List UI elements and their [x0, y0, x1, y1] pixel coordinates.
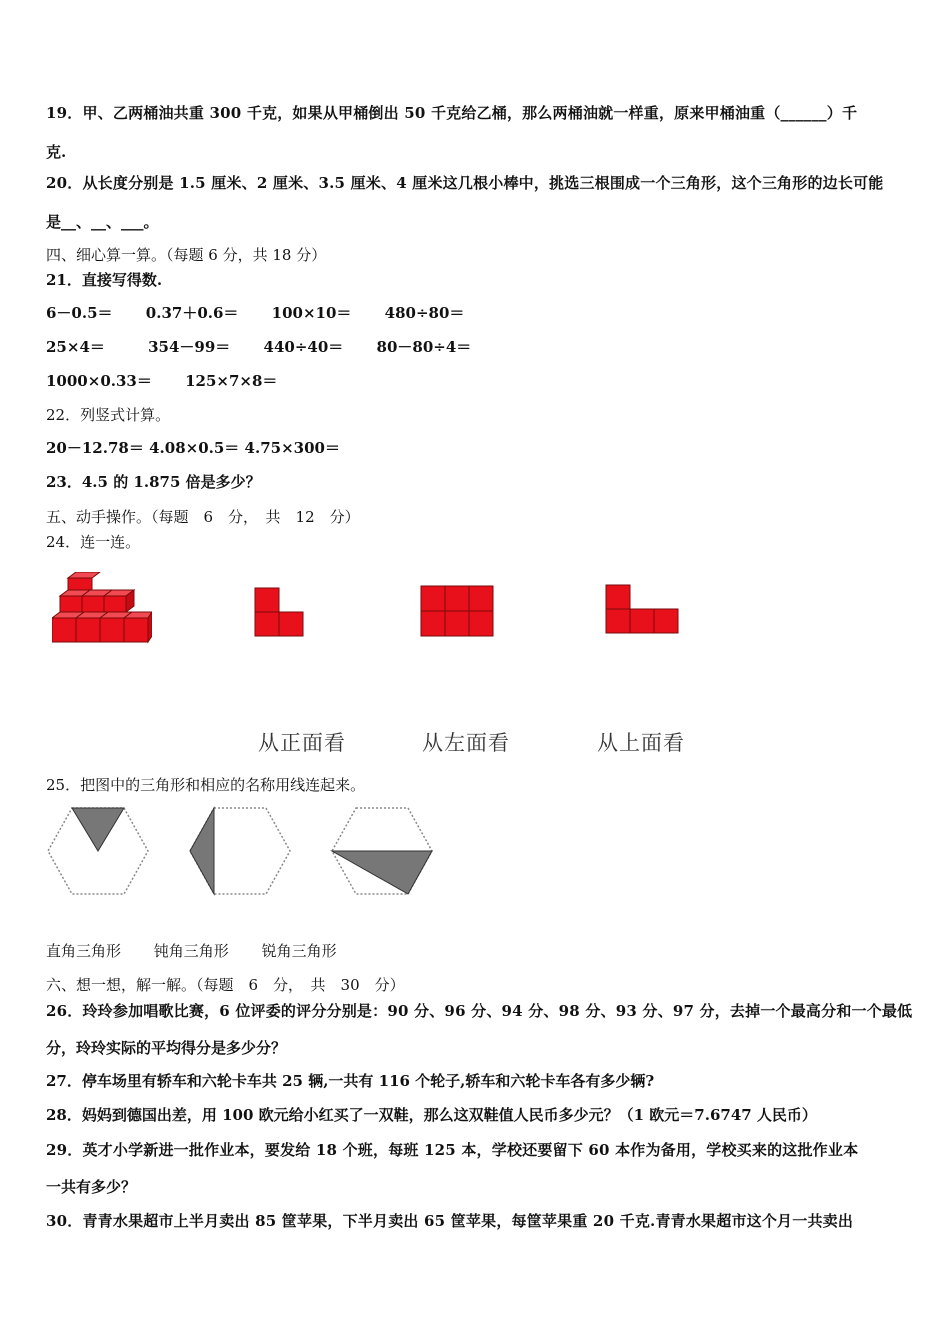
triangle-name-acute: 锐角三角形	[261, 942, 337, 960]
q21-item: 480÷80＝	[384, 304, 465, 322]
q22-title: 22．列竖式计算。	[46, 406, 171, 424]
q22-item: 4.75×300＝	[244, 439, 340, 457]
view-shape-rect	[420, 585, 496, 639]
q21-title: 21．直接写得数.	[46, 271, 163, 289]
view-label-left: 从左面看	[422, 731, 510, 755]
triangle-name-obtuse: 钝角三角形	[153, 942, 229, 960]
q21-item: 25×4＝	[46, 338, 105, 356]
q21-row3	[46, 371, 277, 391]
q29-line1: 29．英才小学新进一批作业本，要发给 18 个班，每班 125 本，学校还要留下 60 本作为备用，学校买来的这批作业本	[46, 1141, 859, 1159]
q22-item: 4.08×0.5＝	[149, 439, 240, 457]
q25-title: 25．把图中的三角形和相应的名称用线连起来。	[46, 776, 366, 794]
q21-item: 1000×0.33＝	[46, 372, 152, 390]
q23: 23．4.5 的 1.875 倍是多少？	[46, 473, 261, 491]
hexagon-figure-1	[46, 806, 150, 896]
q28: 28．妈妈到德国出差，用 100 欧元给小红买了一双鞋，那么这双鞋值人民币多少元？（1 欧元＝7.6747 人民币）	[46, 1106, 817, 1124]
q21-item: 125×7×8＝	[185, 372, 278, 390]
hexagon-figure-2	[188, 806, 292, 896]
q27: 27．停车场里有轿车和六轮卡车共 25 辆,一共有 116 个轮子,轿车和六轮卡车各有多少辆?	[46, 1072, 655, 1090]
section-6-title: 六、想一想，解一解。（每题 6 分， 共 30 分）	[46, 976, 405, 994]
q19-line2: 克.	[46, 143, 67, 161]
q21-item: 354－99＝	[148, 338, 231, 356]
q21-item: 0.37＋0.6＝	[145, 304, 239, 322]
q21-row2	[46, 337, 471, 357]
cube-stack-figure	[52, 572, 152, 646]
q21-item: 440÷40＝	[263, 338, 344, 356]
q26-line1: 26．玲玲参加唱歌比赛，6 位评委的评分分别是：90 分、96 分、94 分、98 分、93 分、97 分，去掉一个最高分和一个最低	[46, 1002, 913, 1020]
q19-line1: 19．甲、乙两桶油共重 300 千克，如果从甲桶倒出 50 千克给乙桶，那么两桶油就一样重，原来甲桶油重（______）千	[46, 104, 858, 122]
q20-line1: 20．从长度分别是 1.5 厘米、2 厘米、3.5 厘米、4 厘米这几根小棒中，挑选三根围成一个三角形，这个三角形的边长可能	[46, 174, 884, 192]
section-5-title: 五、动手操作。（每题 6 分， 共 12 分）	[46, 508, 360, 526]
q21-item: 100×10＝	[271, 304, 352, 322]
view-shape-l	[254, 587, 306, 639]
q25-names	[46, 941, 337, 961]
q29-line2: 一共有多少？	[46, 1178, 137, 1196]
hexagon-figure-3	[330, 806, 434, 896]
q21-row1	[46, 303, 464, 323]
q24-title: 24．连一连。	[46, 533, 141, 551]
q22-item: 20－12.78＝	[46, 439, 144, 457]
q20-line2: 是__、__、___。	[46, 213, 159, 231]
q21-item: 80－80÷4＝	[376, 338, 472, 356]
q30-line1: 30．青青水果超市上半月卖出 85 筐苹果，下半月卖出 65 筐苹果，每筐苹果重 20 千克.青青水果超市这个月一共卖出	[46, 1212, 854, 1230]
q21-item: 6－0.5＝	[46, 304, 113, 322]
q22-row	[46, 438, 340, 458]
section-4-title: 四、细心算一算。（每题 6 分，共 18 分）	[46, 246, 327, 264]
q26-line2: 分，玲玲实际的平均得分是多少分？	[46, 1039, 287, 1057]
view-label-front: 从正面看	[258, 731, 346, 755]
view-shape-long-l	[605, 584, 681, 636]
triangle-name-right: 直角三角形	[46, 942, 122, 960]
view-label-top: 从上面看	[597, 731, 685, 755]
